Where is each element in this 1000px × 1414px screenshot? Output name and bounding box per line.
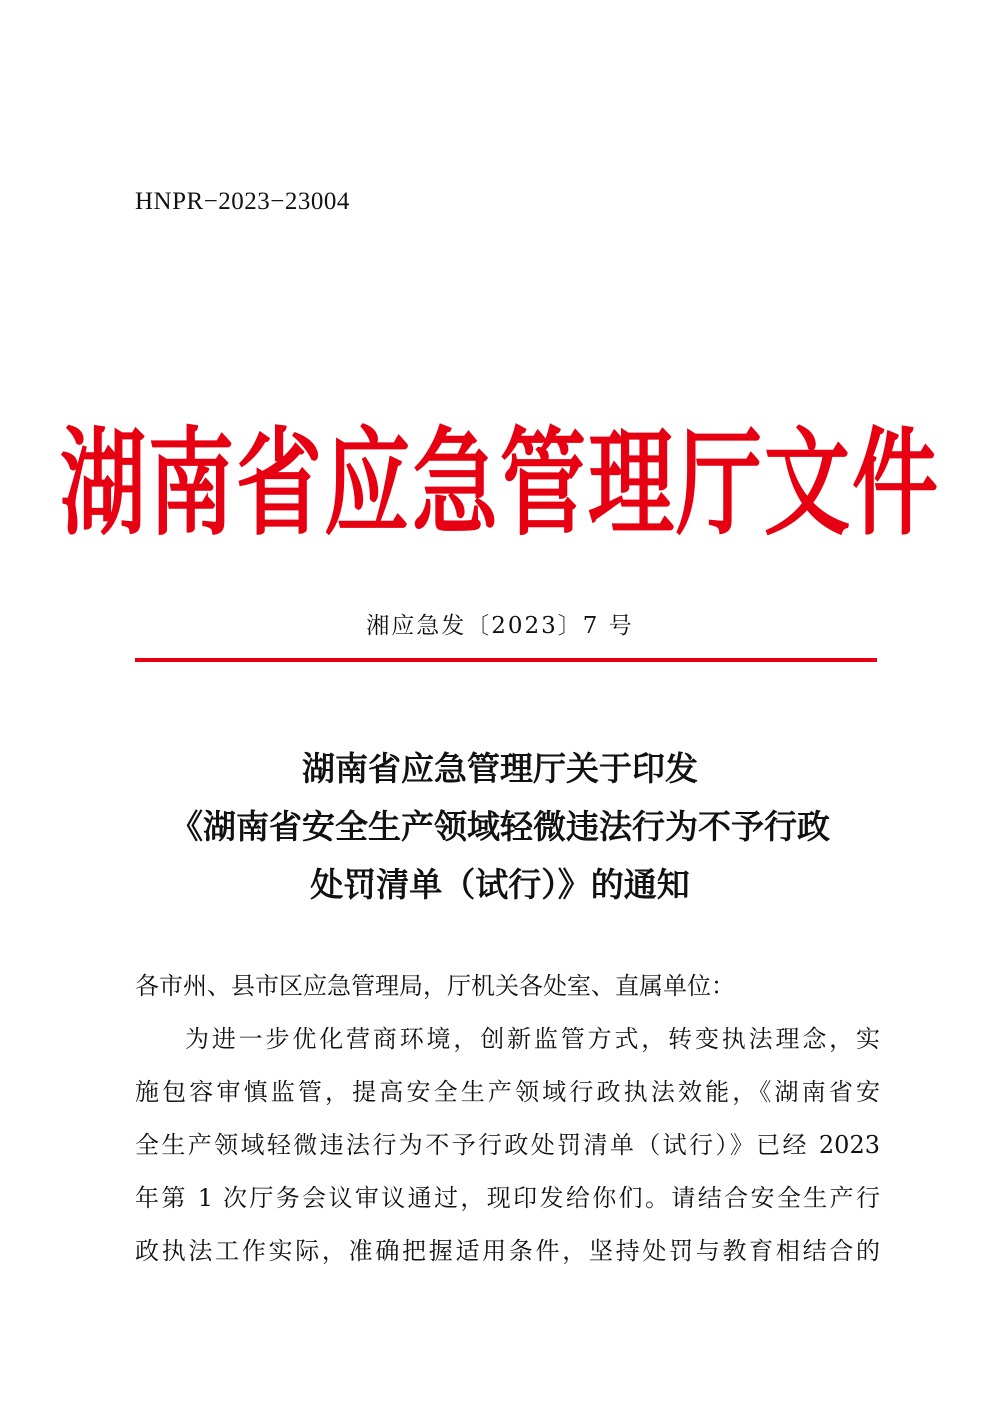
title-line-1: 湖南省应急管理厅关于印发 [302, 749, 698, 788]
masthead-title: 湖南省应急管理厅文件 [60, 417, 940, 552]
salutation: 各市州、县市区应急管理局，厅机关各处室、直属单位： [135, 972, 735, 1000]
title-line-2: 《湖南省安全生产领域轻微违法行为不予行政 [170, 807, 830, 846]
issuance-number: 湘应急发〔2023〕7 号 [366, 613, 634, 639]
title-line-3: 处罚清单（试行）》的通知 [310, 865, 690, 904]
document-code: HNPR−2023−23004 [135, 188, 350, 215]
red-separator-line [135, 658, 877, 662]
body-line-4: 年第 1 次厅务会议审议通过，现印发给你们。请结合安全生产行 [135, 1184, 880, 1212]
body-line-5: 政执法工作实际，准确把握适用条件，坚持处罚与教育相结合的 [135, 1237, 880, 1265]
notice-title [100, 740, 900, 914]
body-line-1: 为进一步优化营商环境，创新监管方式，转变执法理念，实 [185, 1025, 880, 1053]
notice-body [135, 960, 880, 1278]
body-line-2: 施包容审慎监管，提高安全生产领域行政执法效能，《湖南省安 [135, 1078, 880, 1106]
body-line-3: 全生产领域轻微违法行为不予行政处罚清单（试行）》已经 2023 [135, 1131, 880, 1159]
